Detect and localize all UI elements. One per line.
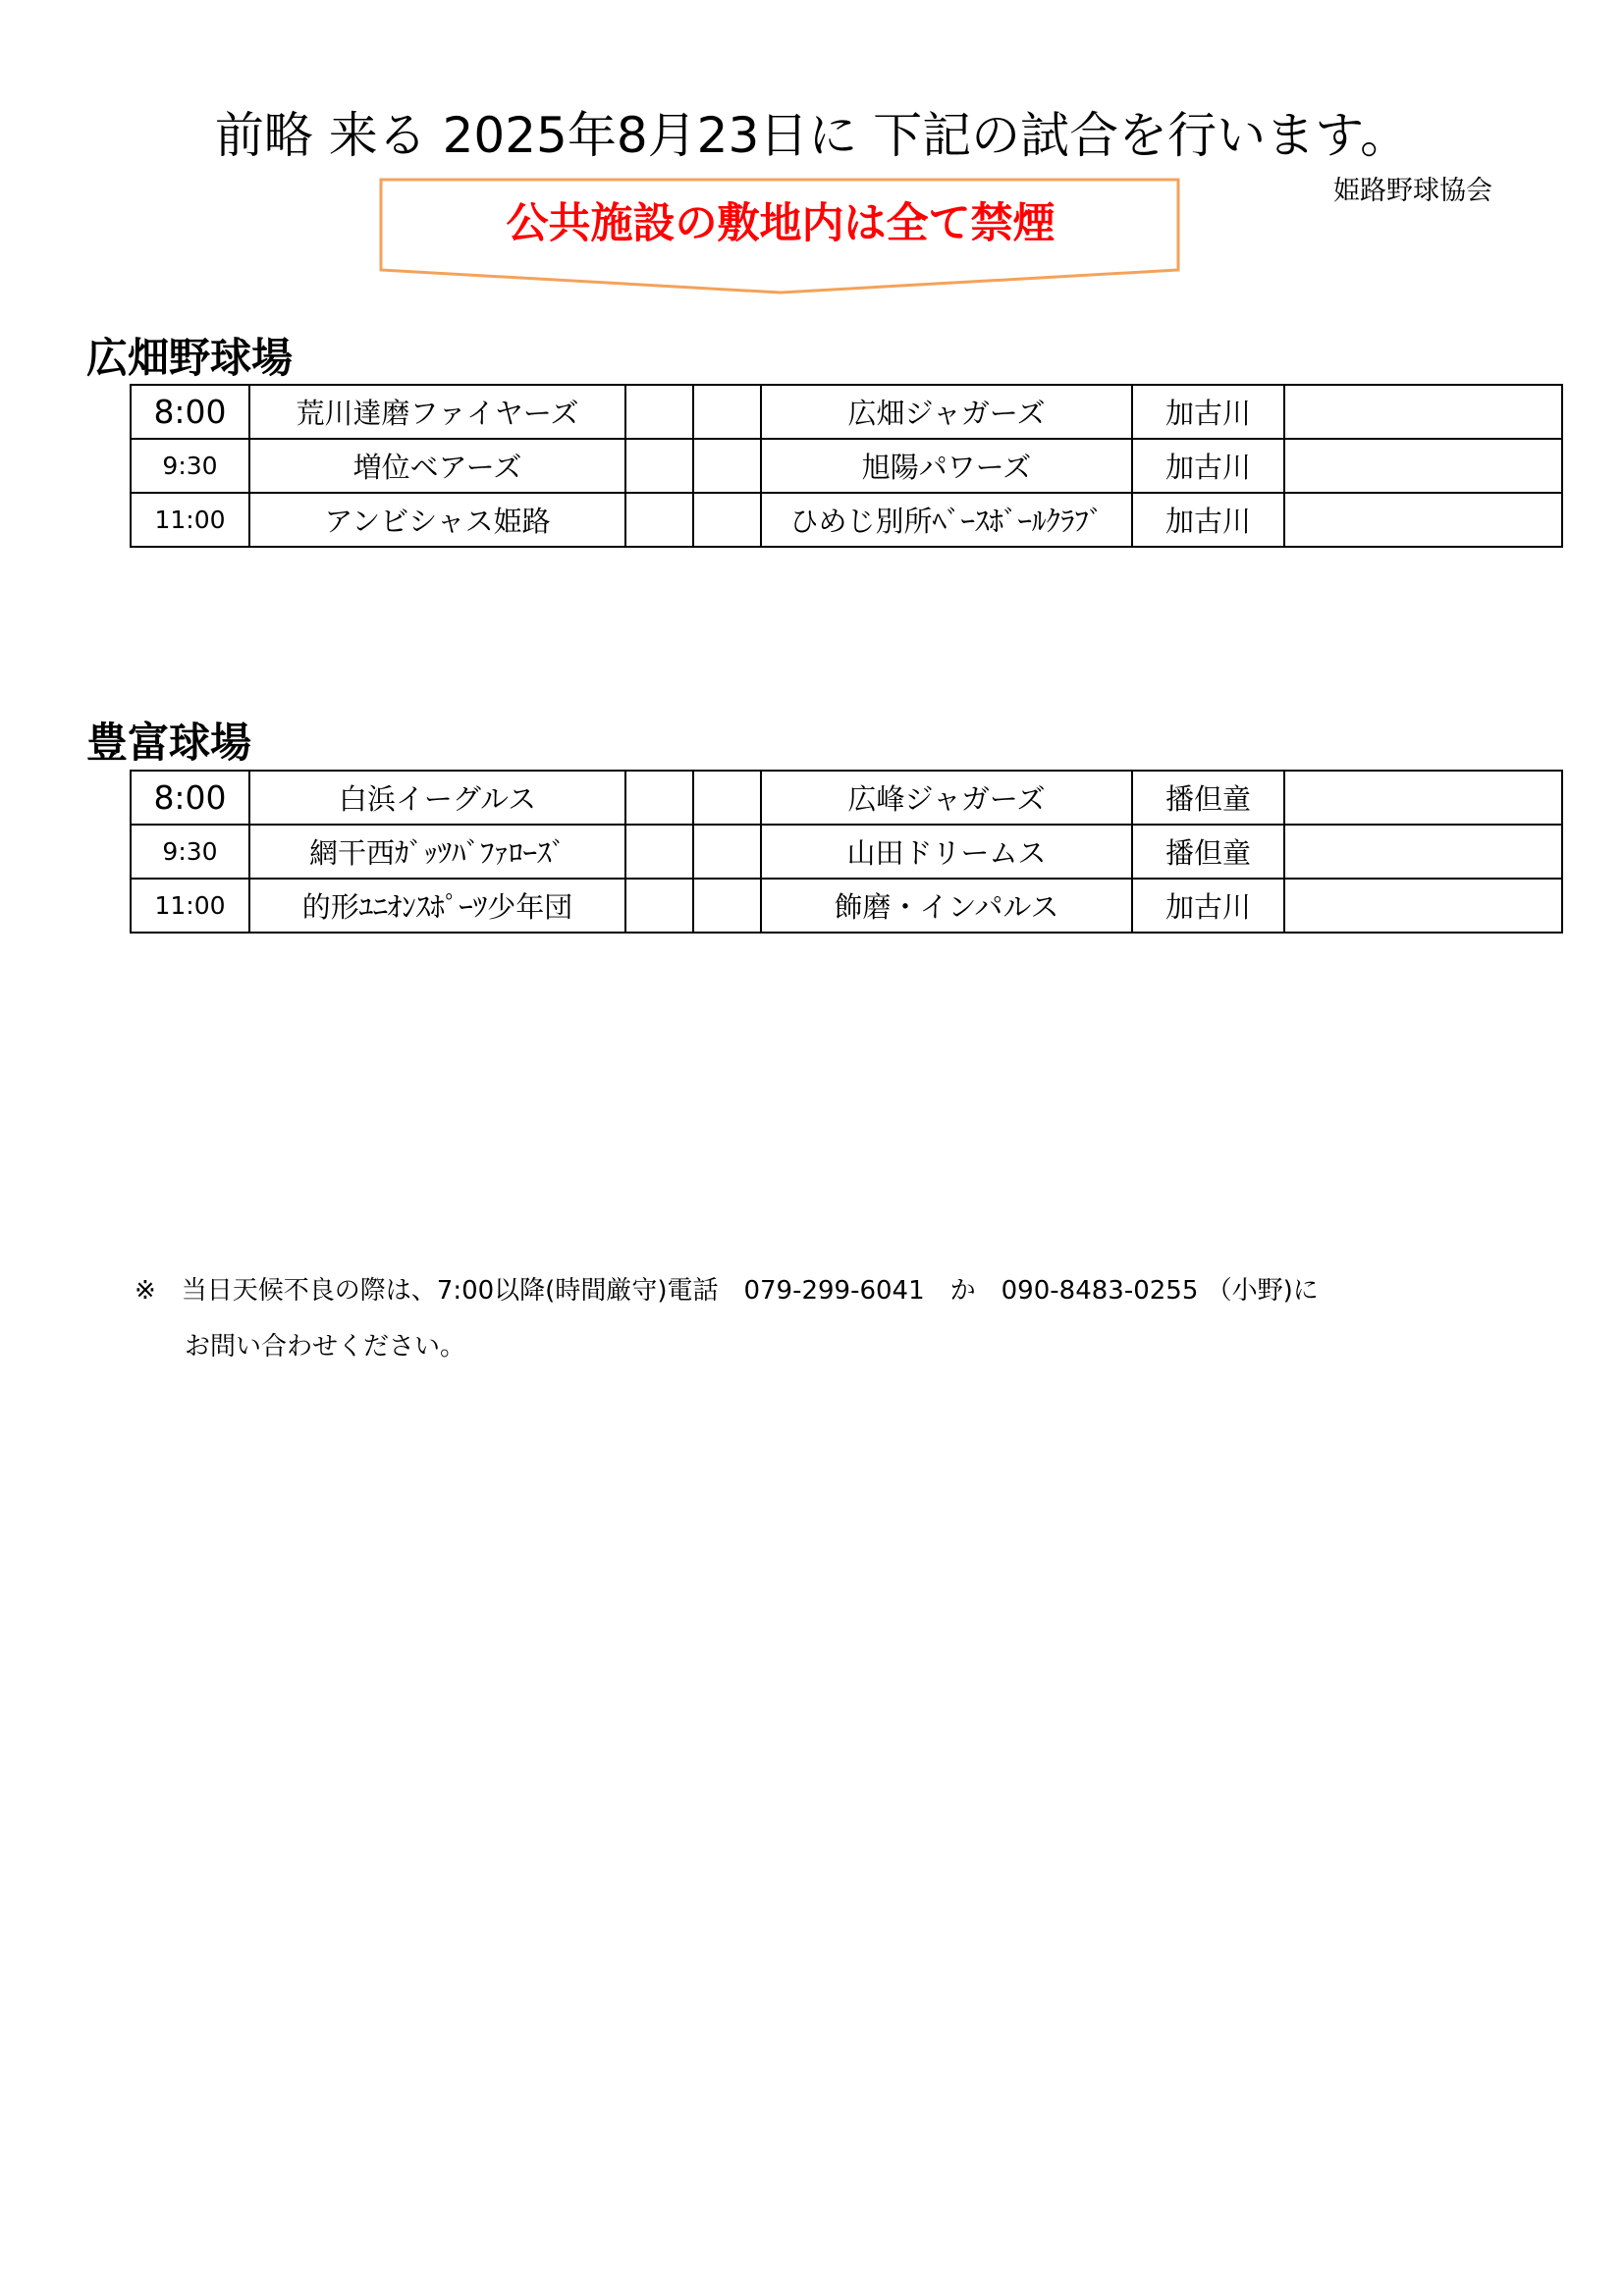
umpire: 加古川: [1132, 439, 1284, 493]
score-b: [693, 771, 761, 825]
venue-title: 広畑野球場: [86, 334, 294, 382]
team-b: 広畑ジャガーズ: [761, 385, 1132, 439]
table-row: [131, 825, 1562, 879]
team-b: 広峰ジャガーズ: [761, 771, 1132, 825]
score-a: [625, 385, 693, 439]
umpire: 加古川: [1132, 385, 1284, 439]
schedule-table: [130, 770, 1563, 934]
game-time: 9:30: [131, 825, 249, 879]
game-time: 8:00: [131, 385, 249, 439]
note-cell: [1284, 385, 1562, 439]
score-a: [625, 879, 693, 933]
note-cell: [1284, 825, 1562, 879]
table-row: [131, 439, 1562, 493]
score-a: [625, 439, 693, 493]
score-b: [693, 385, 761, 439]
score-a: [625, 493, 693, 547]
table-row: [131, 771, 1562, 825]
weather-notice-continued: お問い合わせください。: [185, 1332, 466, 1362]
game-time: 8:00: [131, 771, 249, 825]
no-smoking-banner: [378, 177, 1183, 298]
weather-notice: ※ 当日天候不良の際は、7:00以降(時間厳守)電話 079-299-6041 か 090-8483-0255 （小野)に: [135, 1276, 1319, 1306]
note-cell: [1284, 771, 1562, 825]
score-b: [693, 493, 761, 547]
table-row: [131, 879, 1562, 933]
note-cell: [1284, 879, 1562, 933]
team-a: 荒川達磨ファイヤーズ: [249, 385, 625, 439]
umpire: 播但童: [1132, 771, 1284, 825]
game-time: 11:00: [131, 879, 249, 933]
note-cell: [1284, 493, 1562, 547]
headline: 前略 来る 2025年8月23日に 下記の試合を行います。: [214, 107, 1410, 164]
score-b: [693, 879, 761, 933]
team-a: 的形ﾕﾆｵﾝｽﾎﾟｰﾂ少年団: [249, 879, 625, 933]
schedule-table: [130, 384, 1563, 548]
organization-name: 姫路野球協会: [1333, 176, 1492, 206]
table-row: [131, 493, 1562, 547]
team-b: 飾磨・インパルス: [761, 879, 1132, 933]
umpire: 加古川: [1132, 879, 1284, 933]
score-b: [693, 825, 761, 879]
team-a: 網干西ｶﾞｯﾂﾊﾞﾌｧﾛｰｽﾞ: [249, 825, 625, 879]
umpire: 播但童: [1132, 825, 1284, 879]
team-a: アンビシャス姫路: [249, 493, 625, 547]
banner-text: 公共施設の敷地内は全て禁煙: [506, 199, 1056, 248]
umpire: 加古川: [1132, 493, 1284, 547]
score-b: [693, 439, 761, 493]
team-a: 白浜イーグルス: [249, 771, 625, 825]
game-time: 11:00: [131, 493, 249, 547]
team-b: ひめじ別所ﾍﾞｰｽﾎﾞｰﾙｸﾗﾌﾞ: [761, 493, 1132, 547]
game-time: 9:30: [131, 439, 249, 493]
team-a: 増位ベアーズ: [249, 439, 625, 493]
team-b: 旭陽パワーズ: [761, 439, 1132, 493]
note-cell: [1284, 439, 1562, 493]
score-a: [625, 771, 693, 825]
table-row: [131, 385, 1562, 439]
score-a: [625, 825, 693, 879]
venue-title: 豊富球場: [86, 719, 252, 767]
team-b: 山田ドリームス: [761, 825, 1132, 879]
